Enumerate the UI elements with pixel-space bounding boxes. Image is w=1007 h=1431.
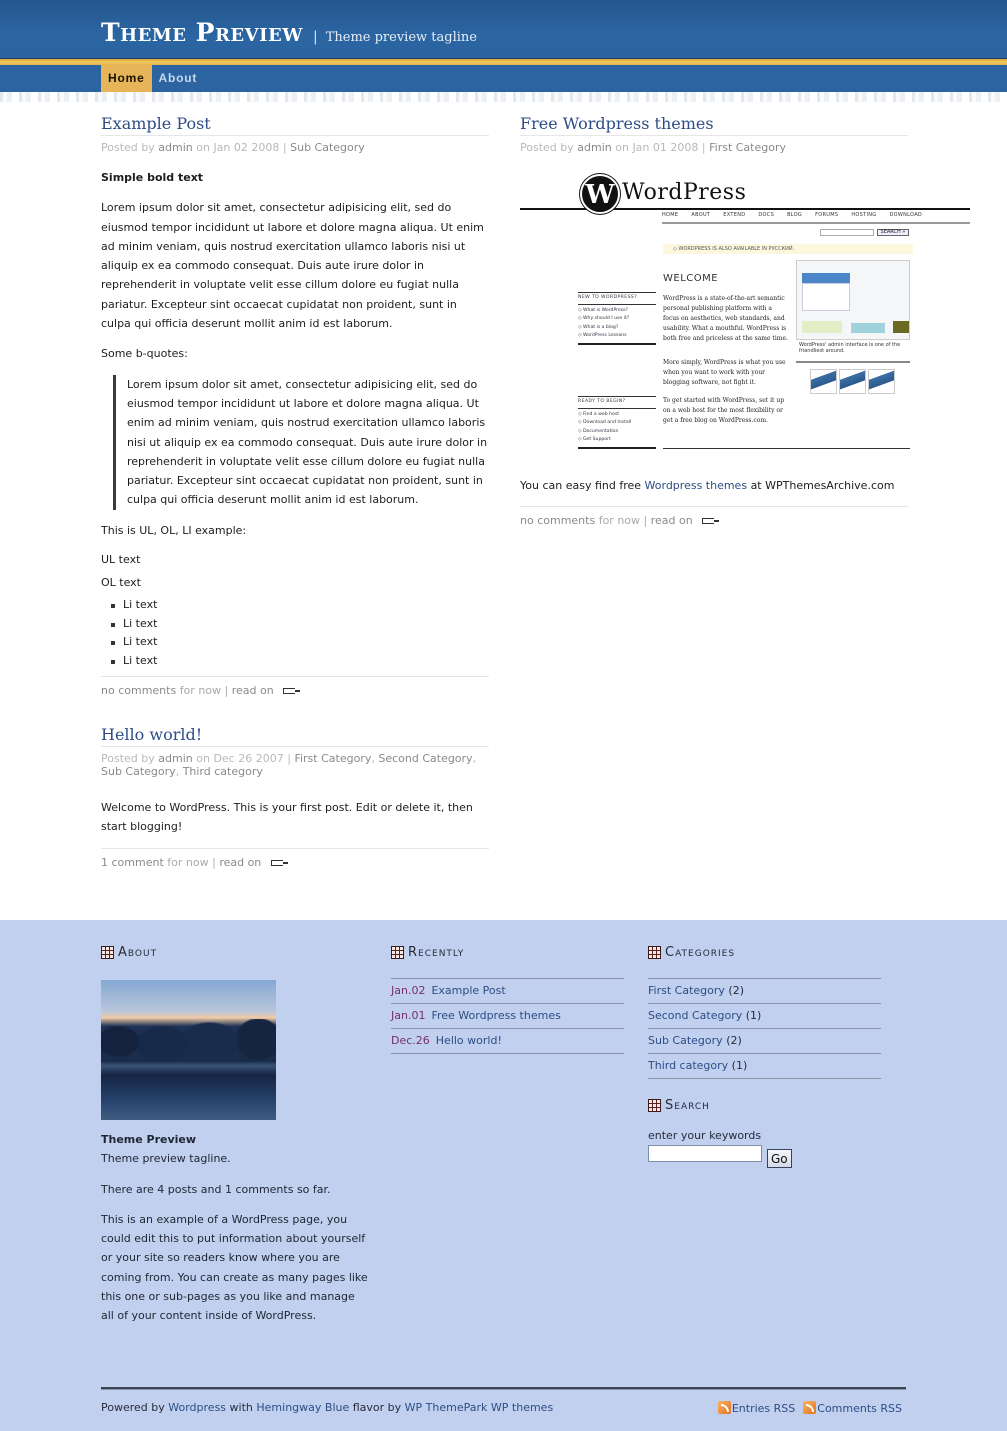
recent-post-item[interactable] bbox=[391, 979, 624, 1004]
wp-rule bbox=[796, 361, 910, 363]
wp-para: WordPress is a state-of-the-art semantic personal publishing platform with a focus on aesthetics, web standards, and usability. What a mouthful. WordPress is both free and priceless at the same time. bbox=[663, 295, 788, 342]
wp-caption: WordPress' admin interface is one of the friendliest around. bbox=[799, 342, 901, 354]
meta-separator: | bbox=[701, 141, 706, 154]
list-item: Li text bbox=[111, 615, 489, 634]
about-text bbox=[101, 1130, 371, 1326]
footer-separator: | bbox=[643, 514, 648, 528]
post-free-themes bbox=[520, 114, 923, 528]
category-item[interactable] bbox=[648, 1054, 881, 1079]
wp-bottom-rule bbox=[663, 448, 910, 449]
rss-links bbox=[718, 1401, 902, 1415]
read-on-link[interactable]: read on bbox=[219, 855, 262, 869]
comments-link[interactable]: no comments bbox=[520, 514, 596, 528]
post-footer bbox=[101, 848, 489, 869]
search-label: enter your keywords bbox=[648, 1129, 762, 1142]
list-intro: This is UL, OL, LI example: bbox=[101, 523, 247, 537]
wp-nav-item: ABOUT bbox=[691, 212, 711, 218]
wp-side-title: NEW TO WORDPRESS? bbox=[578, 292, 656, 305]
wp-side-item: ◇ What is WordPress? bbox=[578, 307, 628, 313]
wp-side-item: ◇ Download and Install bbox=[578, 420, 632, 425]
rss-icon bbox=[803, 1401, 816, 1414]
recent-post-link[interactable]: Free Wordpress themes bbox=[431, 1009, 561, 1022]
entries-rss-link[interactable] bbox=[718, 1401, 795, 1415]
about-heading bbox=[101, 942, 371, 962]
wp-search-button: SEARCH » bbox=[877, 229, 909, 236]
header-grunge-divider bbox=[0, 92, 1007, 102]
on-label: on bbox=[615, 141, 629, 154]
wp-nav-item: HOME bbox=[662, 212, 679, 218]
post-hello-world bbox=[101, 725, 489, 869]
recent-post-item[interactable] bbox=[391, 1029, 624, 1054]
category-count: (2) bbox=[728, 984, 744, 997]
main-content bbox=[0, 102, 1007, 920]
post-body bbox=[101, 168, 489, 670]
post-date: Jan 01 2008 bbox=[632, 141, 699, 154]
recent-post-item[interactable] bbox=[391, 1004, 624, 1029]
wp-para: More simply, WordPress is what you use when you want to work with your blogging software, not fight it. bbox=[663, 359, 786, 386]
wp-nav-item: DOWNLOAD bbox=[889, 212, 923, 218]
wp-welcome: WELCOME bbox=[663, 273, 719, 284]
footer-credits bbox=[101, 1401, 553, 1414]
post-footer bbox=[101, 676, 489, 697]
for-now-label: for now bbox=[167, 855, 209, 869]
wp-side-title: READY TO BEGIN? bbox=[578, 396, 656, 409]
list-item: Li text bbox=[111, 633, 489, 652]
wp-side-item: ◇ Documentation bbox=[578, 428, 619, 434]
post-paragraph: Welcome to WordPress. This is your first post. Edit or delete it, then start blogging! bbox=[101, 801, 473, 834]
site-title-link[interactable]: Theme Preview bbox=[101, 18, 303, 47]
wp-thumbnail bbox=[839, 369, 866, 394]
nav-item-home[interactable]: Home bbox=[101, 65, 152, 92]
main-nav bbox=[0, 65, 1007, 92]
wp-side-rule bbox=[578, 343, 656, 345]
category-link[interactable]: Third category bbox=[648, 1059, 729, 1072]
meta-separator: | bbox=[287, 752, 291, 766]
wp-thumbnail bbox=[810, 369, 837, 394]
wp-side-item: ◇ What is a blog? bbox=[578, 324, 619, 330]
category-link[interactable]: Sub Category bbox=[290, 141, 365, 154]
about-description: This is an example of a WordPress page, you could edit this to put information about yourself or your site so readers know where you are coming from. You can create as many pages like this one or sub-pages as you like and manage all of your content inside of WordPress. bbox=[101, 1212, 368, 1323]
wp-para: To get started with WordPress, set it up on a web host for the most flexibility or get a free blog on WordPress.com. bbox=[663, 397, 785, 424]
body-text: You can easy find free bbox=[520, 479, 642, 492]
category-link[interactable]: First Category bbox=[294, 752, 372, 766]
post-body bbox=[520, 476, 908, 495]
posted-by-label: Posted by bbox=[101, 752, 155, 766]
credit-text: Powered by bbox=[101, 1401, 165, 1414]
rss-label: Entries RSS bbox=[731, 1402, 796, 1415]
post-meta bbox=[520, 141, 908, 154]
heading-text: Search bbox=[665, 1097, 710, 1113]
recent-post-link[interactable]: Example Post bbox=[431, 984, 506, 997]
recent-post-link[interactable]: Hello world! bbox=[435, 1034, 502, 1047]
rss-icon bbox=[718, 1401, 731, 1414]
about-tagline: Theme preview tagline. bbox=[101, 1152, 231, 1166]
site-header bbox=[0, 0, 1007, 58]
category-count: (2) bbox=[726, 1034, 742, 1047]
category-link[interactable]: Sub Category bbox=[648, 1034, 723, 1047]
ul-text: UL text bbox=[101, 553, 141, 567]
read-on-arrow-icon[interactable] bbox=[283, 688, 295, 694]
comments-link[interactable]: 1 comment bbox=[101, 855, 164, 869]
for-now-label: for now bbox=[179, 684, 222, 698]
search-input[interactable] bbox=[648, 1145, 762, 1162]
nav-item-about[interactable]: About bbox=[158, 71, 198, 85]
bold-text: Simple bold text bbox=[101, 171, 204, 184]
body-text: at WPThemesArchive.com bbox=[750, 479, 895, 492]
read-on-link[interactable]: read on bbox=[650, 514, 693, 528]
grid-icon bbox=[101, 946, 114, 959]
footer-separator: | bbox=[212, 855, 216, 869]
recent-date: Jan.02 bbox=[391, 984, 426, 997]
author-link[interactable]: admin bbox=[158, 752, 193, 766]
ol-text: OL text bbox=[101, 576, 141, 590]
footer-separator: | bbox=[224, 684, 229, 698]
wp-nav bbox=[662, 212, 922, 218]
credit-text: flavor by bbox=[352, 1401, 402, 1414]
about-stats: There are 4 posts and 1 comments so far. bbox=[101, 1182, 331, 1196]
right-column bbox=[520, 102, 923, 528]
credit-text: with bbox=[229, 1401, 253, 1414]
post-paragraph bbox=[520, 476, 908, 495]
for-now-label: for now bbox=[598, 514, 641, 528]
post-body bbox=[101, 798, 489, 837]
author-link[interactable]: admin bbox=[158, 141, 193, 154]
list-item: Li text bbox=[111, 652, 489, 671]
wordpress-link[interactable]: Wordpress bbox=[168, 1401, 227, 1414]
bquote-intro: Some b-quotes: bbox=[101, 347, 188, 361]
category-link[interactable]: Second Category bbox=[648, 1009, 743, 1022]
post-meta: Posted by admin on Dec 26 2007 | First Category, Second Category, Sub Category, Third category bbox=[101, 752, 477, 779]
category-link[interactable]: Third category bbox=[182, 765, 263, 779]
themepark-link[interactable]: WP ThemePark bbox=[404, 1401, 488, 1414]
wp-side-item: ◇ Get Support bbox=[578, 437, 611, 442]
post-date: Dec 26 2007 bbox=[213, 752, 284, 766]
category-item[interactable] bbox=[648, 1004, 881, 1029]
posted-by-label: Posted by bbox=[101, 141, 155, 154]
comments-link[interactable]: no comments bbox=[101, 684, 177, 698]
category-item[interactable] bbox=[648, 1029, 881, 1054]
wp-side-ready bbox=[578, 396, 656, 449]
wordpress-logo-icon: W bbox=[580, 174, 620, 214]
sunset-lake-image bbox=[101, 980, 276, 1120]
heading-text: About bbox=[118, 944, 158, 960]
heading-text: Recently bbox=[408, 944, 465, 960]
post-example bbox=[101, 114, 489, 697]
category-item[interactable] bbox=[648, 979, 881, 1004]
read-on-arrow-icon[interactable] bbox=[271, 860, 283, 866]
wp-themes-link[interactable]: WP themes bbox=[490, 1401, 554, 1414]
categories-widget bbox=[648, 942, 881, 1166]
wp-nav-item: HOSTING bbox=[851, 212, 877, 218]
category-count: (1) bbox=[745, 1009, 762, 1022]
search-go-button[interactable]: Go bbox=[767, 1149, 792, 1168]
read-on-arrow-icon[interactable] bbox=[702, 518, 714, 524]
wp-nav-item: BLOG bbox=[787, 212, 803, 218]
post-title-link[interactable]: Hello world! bbox=[101, 725, 489, 747]
about-name: Theme Preview bbox=[101, 1133, 197, 1146]
theme-link[interactable]: Hemingway Blue bbox=[256, 1401, 350, 1414]
recently-heading bbox=[391, 942, 624, 962]
site-tagline: Theme preview tagline bbox=[325, 30, 477, 45]
about-widget bbox=[101, 942, 371, 1337]
comments-rss-link[interactable] bbox=[803, 1401, 902, 1415]
recently-widget bbox=[391, 942, 624, 1054]
read-on-link[interactable]: read on bbox=[231, 684, 274, 698]
categories-heading bbox=[648, 942, 881, 962]
grid-icon bbox=[648, 946, 661, 959]
title-separator: | bbox=[312, 29, 318, 45]
wp-side-item: ◇ WordPress Lessons bbox=[578, 333, 627, 338]
header-accent-bar bbox=[0, 58, 1007, 65]
wp-search-box bbox=[820, 229, 874, 236]
post-paragraph: Lorem ipsum dolor sit amet, consectetur adipisicing elit, sed do eiusmod tempor incididunt ut labore et dolore magna aliqua. Ut enim ad minim veniam, quis nostrud exercitation ullamco laboris nisi ut aliquip ex ea commodo consequat. Duis aute irure dolor in reprehenderit in voluptate velit esse cillum dolore eu fugiat nulla pariatur. Excepteur sint occaecat cupidatat non proident, sunt in culpa qui officia deserunt mollit anim id est laborum. bbox=[101, 201, 484, 331]
meta-separator: | bbox=[282, 141, 287, 154]
wordpress-themes-link[interactable]: Wordpress themes bbox=[644, 479, 748, 492]
list-item: Li text bbox=[111, 596, 489, 615]
wp-side-rule bbox=[578, 447, 656, 449]
wp-nav-rule bbox=[662, 222, 970, 224]
recent-date: Jan.01 bbox=[391, 1009, 426, 1022]
wp-thumbnail bbox=[868, 369, 895, 394]
left-column bbox=[101, 102, 489, 869]
wp-side-item: ◇ Find a web host bbox=[578, 411, 620, 417]
heading-text: Categories bbox=[665, 944, 736, 960]
search-heading bbox=[648, 1095, 881, 1115]
wp-nav-item: EXTEND bbox=[723, 212, 746, 218]
li-list bbox=[111, 596, 489, 670]
on-label: on bbox=[196, 141, 210, 154]
category-link[interactable]: Sub Category bbox=[101, 765, 176, 779]
wp-side-new bbox=[578, 292, 656, 345]
blockquote: Lorem ipsum dolor sit amet, consectetur adipisicing elit, sed do eiusmod tempor incididunt ut labore et dolore magna aliqua. Ut enim ad minim veniam, quis nostrud exercitation ullamco laboris nisi ut aliquip ex ea commodo consequat. Duis aute irure dolor in reprehenderit in voluptate velit esse cillum dolore eu fugiat nulla pariatur. Excepteur sint occaecat cupidatat non proident, sunt in culpa qui officia deserunt mollit anim id est laborum. bbox=[113, 375, 489, 510]
categories-list bbox=[648, 978, 881, 1079]
post-title-link[interactable]: Free Wordpress themes bbox=[520, 114, 908, 136]
category-link[interactable]: Second Category bbox=[378, 752, 473, 766]
category-count: (1) bbox=[731, 1059, 748, 1072]
post-footer bbox=[520, 506, 908, 527]
recent-date: Dec.26 bbox=[391, 1034, 430, 1047]
post-title-link[interactable]: Example Post bbox=[101, 114, 489, 136]
post-date: Jan 02 2008 bbox=[213, 141, 280, 154]
wp-side-item: ◇ Why should I use it? bbox=[578, 316, 630, 321]
post-meta bbox=[101, 141, 489, 154]
wp-notice: ◇ WORDPRESS IS ALSO AVAILABLE IN РУССКИЙ. bbox=[663, 244, 913, 254]
search-form bbox=[648, 1145, 881, 1166]
grid-icon bbox=[648, 1099, 661, 1112]
footer-rule bbox=[101, 1387, 906, 1390]
wp-theme-preview bbox=[796, 260, 910, 340]
category-link[interactable]: First Category bbox=[709, 141, 787, 154]
wp-nav-item: FORUMS bbox=[815, 212, 839, 218]
author-link[interactable]: admin bbox=[577, 141, 612, 154]
category-link[interactable]: First Category bbox=[648, 984, 725, 997]
wordpress-screenshot-image bbox=[520, 172, 970, 462]
grid-icon bbox=[391, 946, 404, 959]
posted-by-label: Posted by bbox=[520, 141, 574, 154]
on-label: on bbox=[196, 752, 210, 766]
bottom-sidebar bbox=[0, 920, 1007, 1431]
wp-nav-item: DOCS bbox=[758, 212, 775, 218]
rss-label: Comments RSS bbox=[817, 1402, 902, 1415]
recent-posts-list bbox=[391, 978, 624, 1054]
wordpress-logo-text: WordPress bbox=[622, 180, 747, 205]
